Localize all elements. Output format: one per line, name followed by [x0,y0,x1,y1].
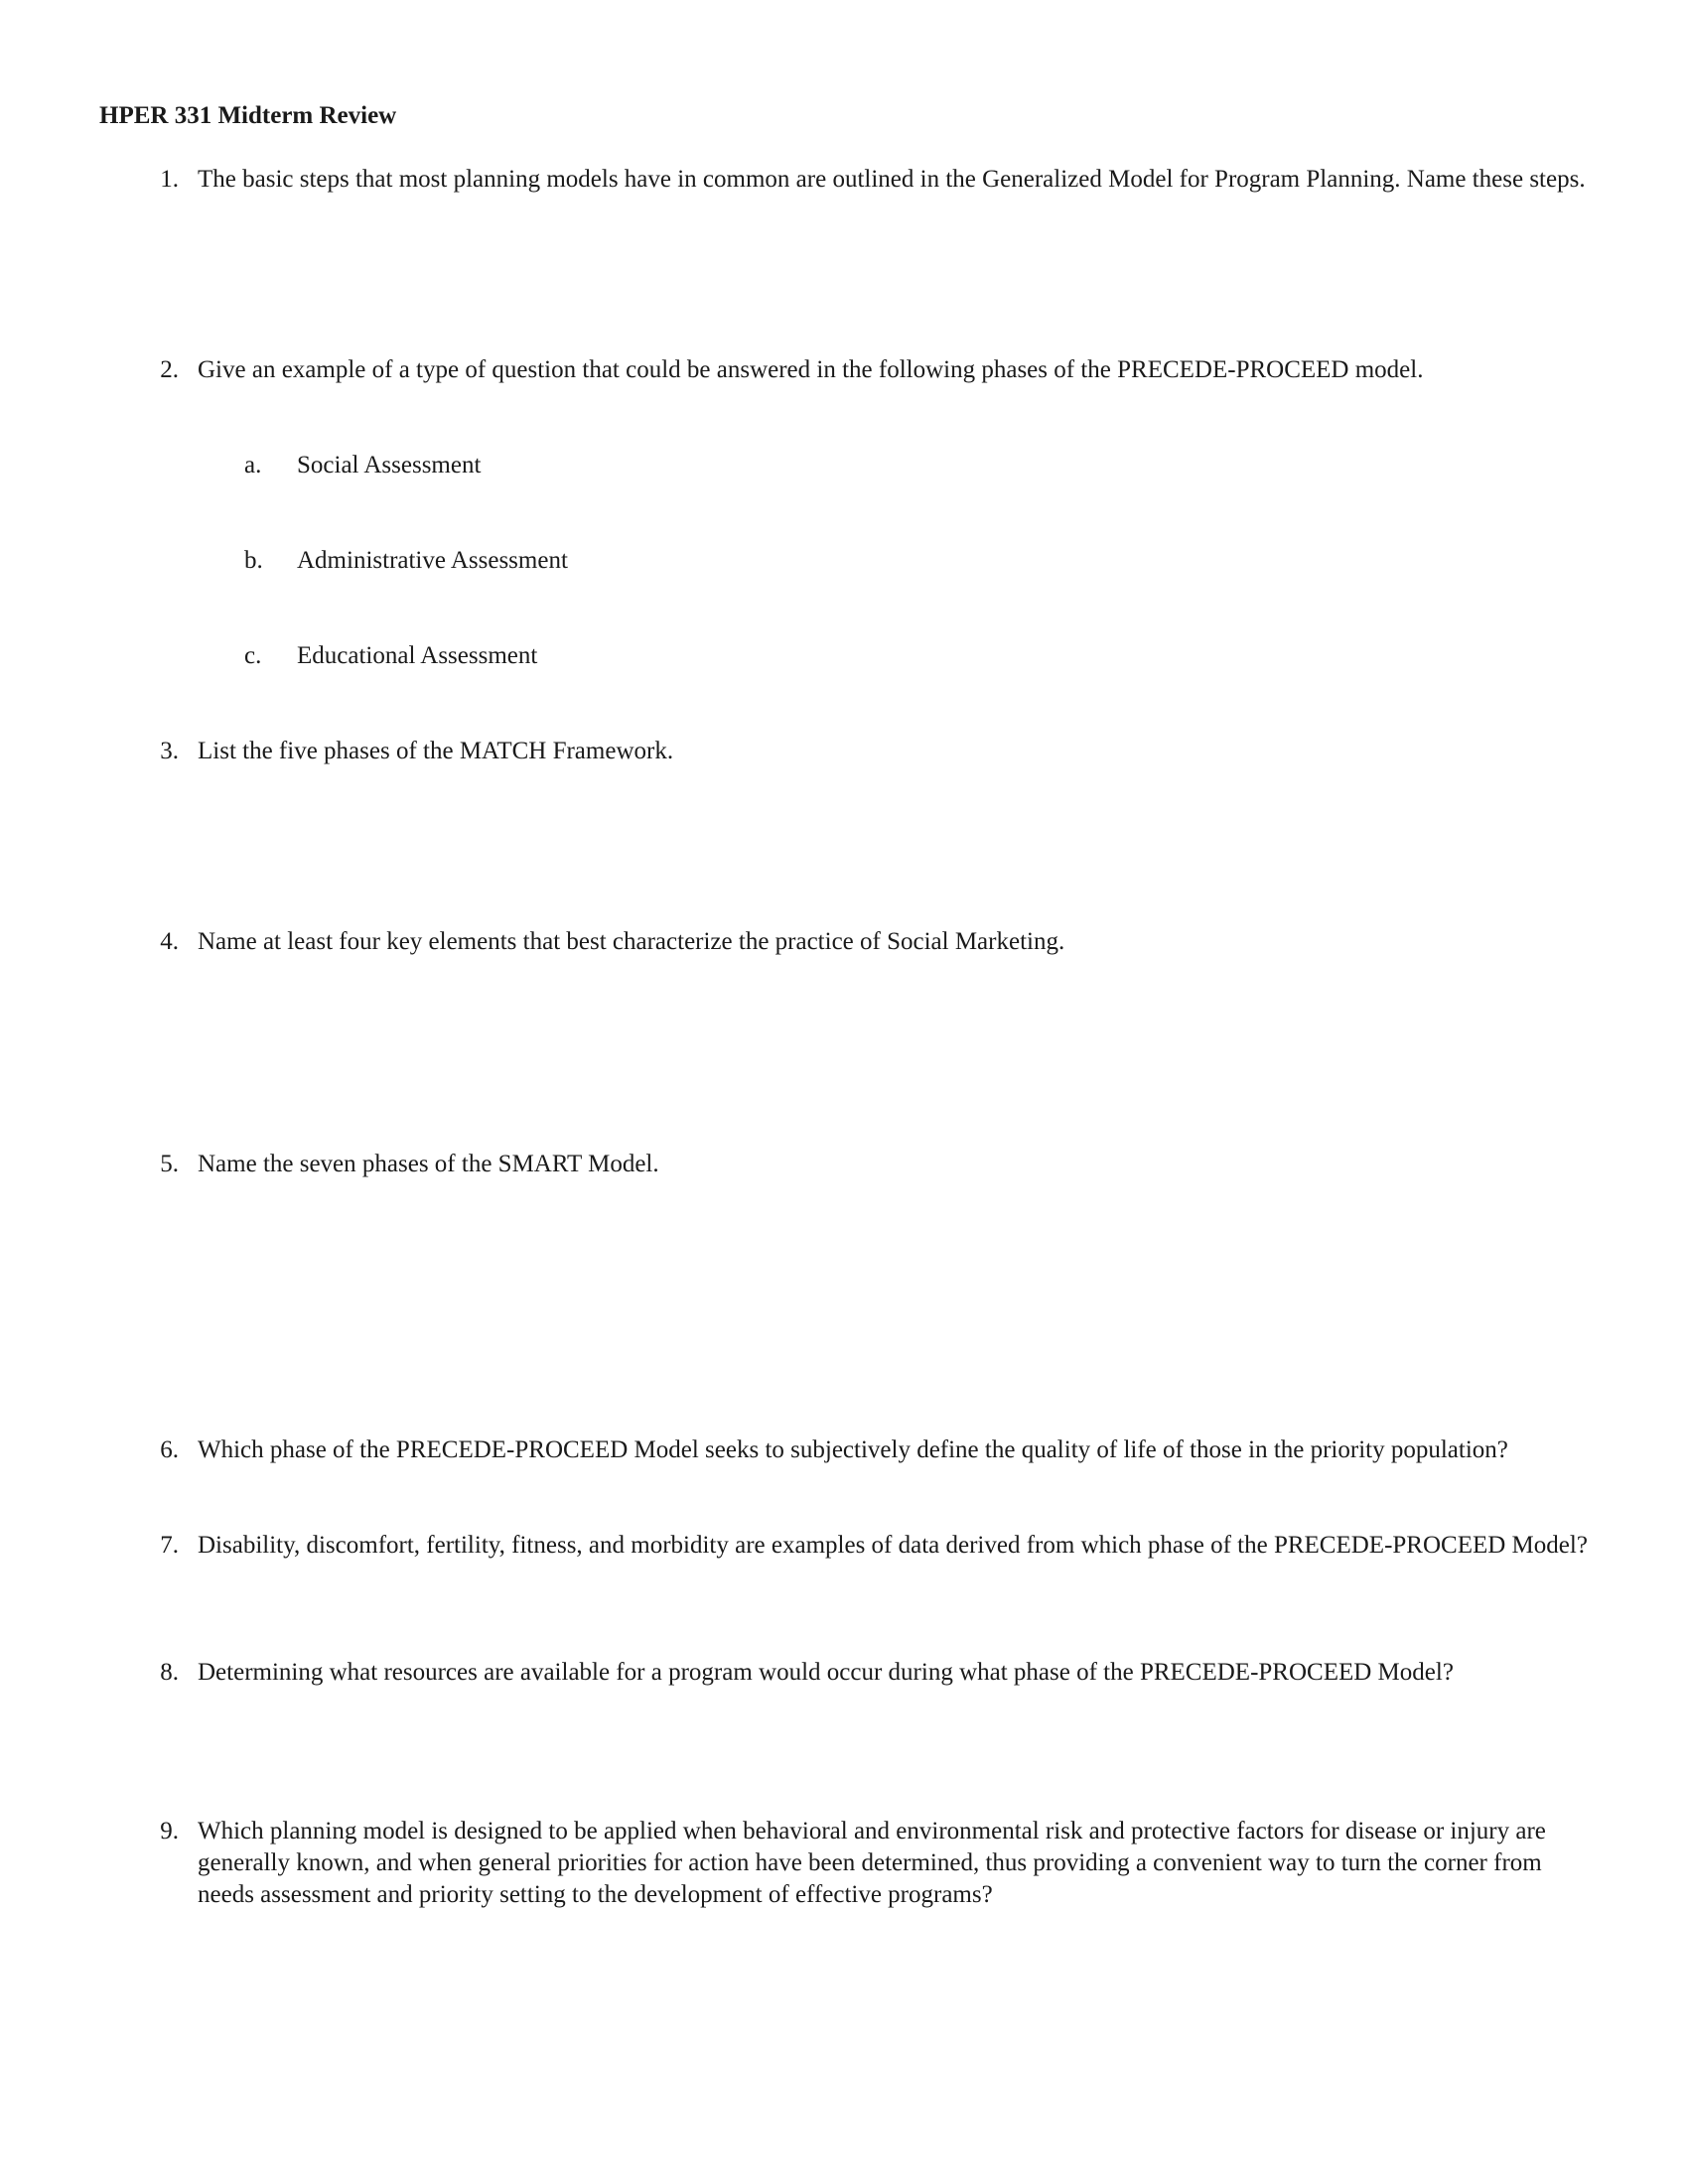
sub-item-letter: c. [244,642,262,669]
sub-item-text: Educational Assessment [297,642,538,669]
question-number: 3. [160,738,179,764]
question-number: 7. [160,1532,179,1559]
question-text: Disability, discomfort, fertility, fitness, and morbidity are examples of data derived from which phase of the PRECEDE-PROCEED Model? [198,1532,1588,1559]
question-text: Name at least four key elements that best characterize the practice of Social Marketing. [198,928,1065,955]
question-text: The basic steps that most planning models have in common are outlined in the Generalized Model for Program Planning. Name these steps. [198,166,1586,193]
question-text: Give an example of a type of question that could be answered in the following phases of the PRECEDE-PROCEED model. [198,356,1424,383]
question-number: 8. [160,1659,179,1686]
question-text: Name the seven phases of the SMART Model. [198,1151,659,1177]
sub-item-text: Administrative Assessment [297,547,568,574]
sub-item-letter: b. [244,547,263,574]
question-number: 4. [160,928,179,955]
sub-item-text: Social Assessment [297,452,482,478]
question-number: 6. [160,1436,179,1463]
sub-item-letter: a. [244,452,262,478]
document-title: HPER 331 Midterm Review [99,102,397,129]
question-text: Determining what resources are available for a program would occur during what phase of the PRECEDE-PROCEED Model? [198,1659,1454,1686]
question-number: 2. [160,356,179,383]
question-number: 9. [160,1818,179,1844]
question-number: 1. [160,166,179,193]
question-text: List the five phases of the MATCH Framework. [198,738,674,764]
question-text: Which phase of the PRECEDE-PROCEED Model seeks to subjectively define the quality of life of those in the priority population? [198,1436,1508,1463]
question-number: 5. [160,1151,179,1177]
question-text: Which planning model is designed to be applied when behavioral and environmental risk and protective factors for disease or injury are generally known, and when general priorities for action have been determined, thus providing a convenient way to turn the corner from needs assessment and priority setting to the development of effective programs? [198,1818,1546,1908]
